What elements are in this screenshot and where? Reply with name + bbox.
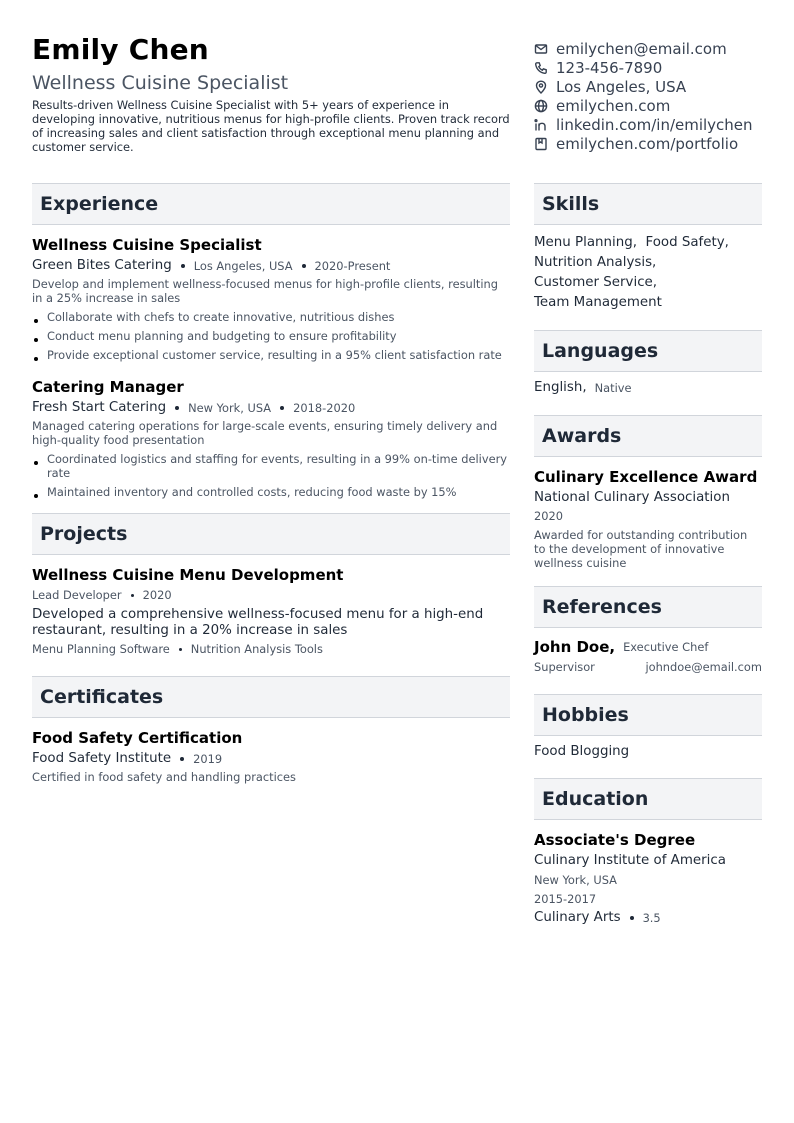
- candidate-name: Emily Chen: [32, 33, 209, 66]
- reference-name: John Doe,: [534, 638, 616, 656]
- certificates-section: [32, 676, 510, 784]
- job-bullet: Collaborate with chefs to create innovative, nutritious dishes: [32, 310, 510, 324]
- skill-item: Team Management: [534, 295, 662, 310]
- job-meta-line: [32, 400, 510, 415]
- job-bullet: Provide exceptional customer service, resulting in a 95% client satisfaction rate: [32, 348, 510, 362]
- projects-section: [32, 513, 510, 656]
- contact-list: [534, 39, 753, 153]
- contact-text: emilychen.com: [556, 96, 671, 115]
- certificate-meta-line: [32, 751, 510, 766]
- separator-dot: [179, 648, 182, 651]
- project-year: 2020: [142, 588, 172, 602]
- job-dates: 2020-Present: [314, 258, 391, 273]
- certificate-entry: [32, 729, 510, 784]
- left-column: [32, 183, 510, 784]
- references-section: [534, 586, 762, 674]
- skill-item: Food Safety,: [645, 235, 729, 250]
- job-bullets: [32, 452, 510, 499]
- project-tool: Nutrition Analysis Tools: [190, 642, 323, 656]
- section-heading-projects: Projects: [32, 513, 510, 555]
- education-location: New York, USA: [534, 873, 617, 887]
- contact-email[interactable]: [534, 39, 753, 58]
- separator-dot: [302, 264, 306, 268]
- separator-dot: [131, 594, 134, 597]
- portfolio-icon: [534, 137, 548, 151]
- reference-relation: Supervisor: [534, 660, 595, 674]
- job-description: Develop and implement wellness-focused menus for high-profile clients, resulting in a 25% increase in sales: [32, 277, 498, 305]
- project-description: Developed a comprehensive wellness-focused menu for a high-end restaurant, resulting in a 20% increase in sales: [32, 607, 484, 638]
- job-title: Wellness Cuisine Specialist: [32, 236, 262, 254]
- job-dates: 2018-2020: [293, 400, 356, 415]
- job-bullets: [32, 310, 510, 362]
- location-pin-icon: [534, 80, 548, 94]
- project-meta-line: [32, 588, 510, 602]
- reference-email[interactable]: johndoe@email.com: [645, 660, 762, 674]
- reference-detail-line: [534, 660, 762, 674]
- job-title: Catering Manager: [32, 378, 184, 396]
- language-level: Native: [594, 380, 632, 395]
- contact-phone[interactable]: [534, 58, 753, 77]
- project-title: Wellness Cuisine Menu Development: [32, 566, 344, 584]
- job-location: New York, USA: [188, 400, 272, 415]
- contact-portfolio[interactable]: [534, 134, 753, 153]
- contact-linkedin[interactable]: [534, 115, 753, 134]
- education-degree: Associate's Degree: [534, 831, 696, 849]
- skill-item: Menu Planning,: [534, 235, 637, 250]
- right-column: [534, 183, 762, 925]
- section-heading-references: References: [534, 586, 762, 628]
- certificate-year: 2019: [193, 751, 223, 766]
- certificate-issuer: Food Safety Institute: [32, 751, 172, 766]
- education-dates: 2015-2017: [534, 892, 597, 906]
- awards-section: [534, 415, 762, 570]
- contact-text: Los Angeles, USA: [556, 77, 687, 96]
- separator-dot: [280, 406, 284, 410]
- contact-website[interactable]: [534, 96, 753, 115]
- education-field: Culinary Arts: [534, 910, 621, 925]
- section-heading-certificates: Certificates: [32, 676, 510, 718]
- job-bullet: Conduct menu planning and budgeting to ensure profitability: [32, 329, 510, 343]
- candidate-role: Wellness Cuisine Specialist: [32, 72, 289, 94]
- award-entry: [534, 468, 762, 570]
- contact-text: emilychen.com/portfolio: [556, 134, 739, 153]
- job-entry: [32, 236, 510, 362]
- section-heading-hobbies: Hobbies: [534, 694, 762, 736]
- project-entry: [32, 566, 510, 656]
- contact-location: [534, 77, 753, 96]
- section-heading-awards: Awards: [534, 415, 762, 457]
- project-tool: Menu Planning Software: [32, 642, 170, 656]
- separator-dot: [181, 264, 185, 268]
- languages-section: [534, 330, 762, 395]
- job-company: Green Bites Catering: [32, 258, 172, 273]
- separator-dot: [180, 757, 184, 761]
- job-location: Los Angeles, USA: [193, 258, 293, 273]
- education-gpa: 3.5: [642, 910, 661, 925]
- separator-dot: [175, 406, 179, 410]
- project-tools: [32, 642, 510, 656]
- contact-text: emilychen@email.com: [556, 39, 727, 58]
- certificate-title: Food Safety Certification: [32, 729, 243, 747]
- section-heading-education: Education: [534, 778, 762, 820]
- education-entry: [534, 831, 762, 925]
- job-entry: [32, 378, 510, 499]
- job-bullet: Coordinated logistics and staffing for events, resulting in a 99% on-time delivery rate: [32, 452, 510, 480]
- language-entry: [534, 380, 762, 395]
- job-bullet: Maintained inventory and controlled costs, reducing food waste by 15%: [32, 485, 510, 499]
- job-meta-line: [32, 258, 510, 273]
- section-heading-languages: Languages: [534, 330, 762, 372]
- section-heading-experience: Experience: [32, 183, 510, 225]
- award-issuer: National Culinary Association: [534, 490, 730, 505]
- globe-icon: [534, 99, 548, 113]
- education-field-line: [534, 910, 762, 925]
- reference-entry: [534, 638, 762, 674]
- education-school: Culinary Institute of America: [534, 853, 726, 868]
- linkedin-icon: [534, 118, 548, 132]
- language-name: English,: [534, 380, 587, 395]
- skills-section: [534, 183, 762, 313]
- reference-name-line: [534, 638, 762, 656]
- skill-item: Customer Service,: [534, 275, 658, 290]
- section-heading-skills: Skills: [534, 183, 762, 225]
- experience-section: [32, 183, 510, 499]
- skill-item: Nutrition Analysis,: [534, 255, 657, 270]
- project-role: Lead Developer: [32, 588, 122, 602]
- summary-text: Results-driven Wellness Cuisine Specialist with 5+ years of experience in developing innovative, nutritious menus for high-profile clients. Proven track record of increasing sales and client satisfaction through exceptional menu planning and customer service.: [32, 98, 510, 154]
- award-year: 2020: [534, 509, 563, 523]
- job-description: Managed catering operations for large-scale events, ensuring timely delivery and high-quality food presentation: [32, 419, 498, 447]
- contact-text: 123-456-7890: [556, 58, 663, 77]
- separator-dot: [630, 916, 634, 920]
- certificate-description: Certified in food safety and handling practices: [32, 770, 296, 784]
- mail-icon: [534, 42, 548, 56]
- education-section: [534, 778, 762, 925]
- phone-icon: [534, 61, 548, 75]
- award-description: Awarded for outstanding contribution to the development of innovative wellness cuisine: [534, 528, 748, 570]
- hobby-item: Food Blogging: [534, 744, 630, 759]
- award-title: Culinary Excellence Award: [534, 468, 758, 486]
- hobbies-section: [534, 694, 762, 759]
- reference-title: Executive Chef: [623, 640, 709, 654]
- skills-list: [534, 233, 762, 313]
- job-company: Fresh Start Catering: [32, 400, 167, 415]
- contact-text: linkedin.com/in/emilychen: [556, 115, 753, 134]
